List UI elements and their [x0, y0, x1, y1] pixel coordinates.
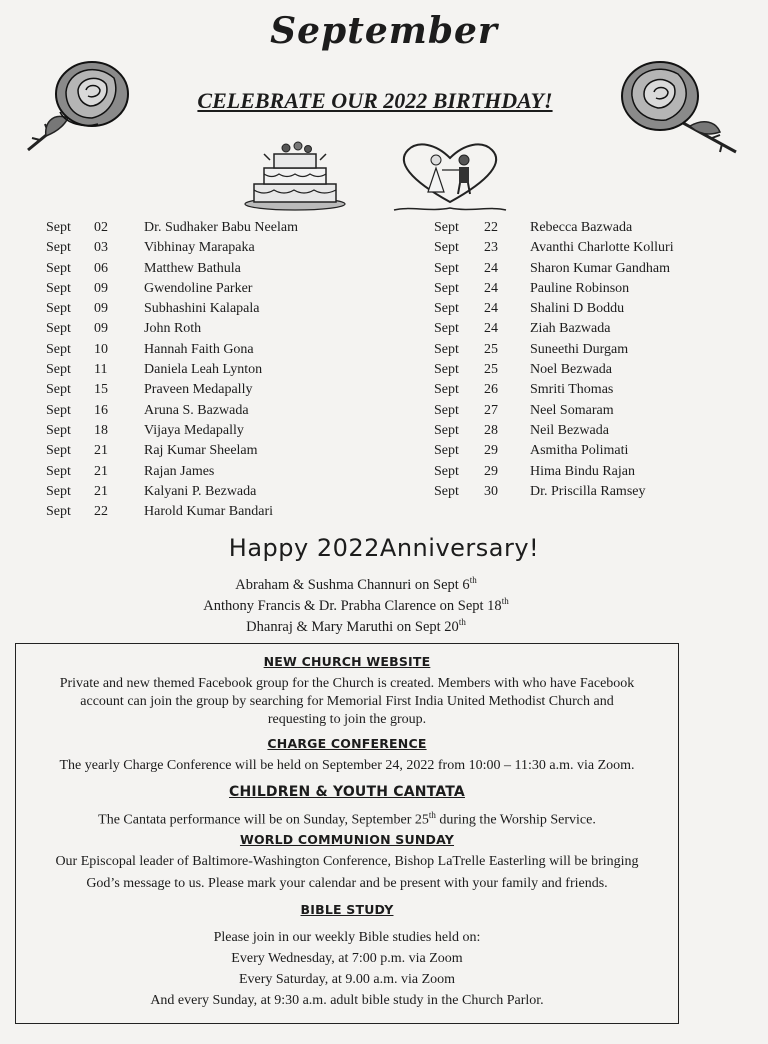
bible-study-text: Please join in our weekly Bible studies held on:: [213, 930, 481, 945]
birthday-day: 21: [94, 463, 108, 479]
birthday-day: 06: [94, 260, 108, 276]
birthday-day: 30: [484, 483, 498, 499]
charge-conference-heading: CHARGE CONFERENCE: [267, 736, 427, 751]
birthday-name: Ziah Bazwada: [530, 321, 611, 337]
birthday-day: 02: [94, 220, 108, 235]
communion-text: Our Episcopal leader of Baltimore-Washington Conference, Bishop LaTrelle Easterling will be bringing: [55, 854, 639, 869]
birthday-month: Sept: [434, 382, 459, 398]
birthday-month: Sept: [434, 280, 459, 296]
birthday-list-right: [434, 218, 754, 502]
birthday-row: [46, 441, 386, 461]
birthday-month: Sept: [46, 504, 71, 520]
birthday-row: [46, 340, 386, 360]
birthday-heading: CELEBRATE OUR 2022 BIRTHDAY!: [197, 88, 553, 113]
birthday-row: [434, 401, 754, 421]
birthday-name: John Roth: [144, 321, 202, 337]
birthday-day: 16: [94, 402, 108, 418]
rose-icon: [22, 52, 134, 158]
birthday-row: [434, 299, 754, 319]
birthday-day: 10: [94, 341, 108, 357]
birthday-month: Sept: [434, 463, 459, 479]
birthday-day: 24: [484, 260, 498, 276]
website-heading: NEW CHURCH WEBSITE: [263, 654, 431, 669]
communion-section: [16, 832, 678, 893]
birthday-row: [434, 421, 754, 441]
birthday-name: Rebecca Bazwada: [530, 220, 633, 235]
birthday-row: [46, 482, 386, 502]
rose-icon: [612, 52, 740, 158]
birthday-month: Sept: [46, 240, 71, 256]
birthday-name: Neel Somaram: [530, 402, 614, 418]
birthday-month: Sept: [46, 341, 71, 357]
communion-heading: WORLD COMMUNION SUNDAY: [239, 832, 455, 847]
birthday-month: Sept: [434, 483, 459, 499]
anniversary-item: Abraham & Sushma Channuri on Sept 6th: [235, 575, 477, 593]
birthday-name: Subhashini Kalapala: [144, 301, 260, 317]
birthday-row: [46, 218, 386, 238]
birthday-month: Sept: [434, 321, 459, 337]
bible-study-text: And every Sunday, at 9:30 a.m. adult bible study in the Church Parlor.: [150, 993, 544, 1008]
birthday-month: Sept: [46, 280, 71, 296]
birthday-month: Sept: [46, 321, 71, 337]
bible-study-section: [16, 902, 678, 1011]
birthday-name: Vijaya Medapally: [144, 422, 244, 438]
birthday-month: Sept: [46, 362, 71, 378]
bible-study-text: Every Wednesday, at 7:00 p.m. via Zoom: [231, 951, 463, 966]
birthday-day: 27: [484, 402, 498, 418]
birthday-day: 29: [484, 443, 498, 459]
birthday-day: 21: [94, 443, 108, 459]
birthday-name: Smriti Thomas: [530, 382, 614, 398]
birthday-row: [46, 299, 386, 319]
bible-study-text: Every Saturday, at 9.00 a.m. via Zoom: [238, 972, 456, 987]
birthday-name: Matthew Bathula: [144, 260, 241, 276]
birthday-name: Suneethi Durgam: [530, 341, 629, 357]
website-text: Private and new themed Facebook group for the Church is created. Members with who have Facebook: [59, 676, 635, 691]
birthday-name: Shalini D Boddu: [530, 301, 625, 317]
birthday-month: Sept: [434, 260, 459, 276]
birthday-day: 21: [94, 483, 108, 499]
birthday-row: [46, 462, 386, 482]
birthday-name: Rajan James: [144, 463, 215, 479]
website-text: requesting to join the group.: [267, 712, 427, 727]
birthday-day: 29: [484, 463, 498, 479]
birthday-name: Neil Bezwada: [530, 422, 609, 438]
birthday-row: [46, 401, 386, 421]
birthday-month: Sept: [434, 422, 459, 438]
birthday-month: Sept: [46, 443, 71, 459]
birthday-name: Dr. Priscilla Ramsey: [530, 483, 646, 499]
birthday-month: Sept: [46, 260, 71, 276]
birthday-row: [434, 462, 754, 482]
birthday-name: Aruna S. Bazwada: [144, 402, 249, 418]
birthday-day: 24: [484, 301, 498, 317]
cantata-section: [16, 784, 678, 830]
birthday-row: [434, 259, 754, 279]
birthday-row: [46, 380, 386, 400]
birthday-row: [46, 502, 386, 522]
birthday-row: [434, 319, 754, 339]
birthday-month: Sept: [46, 301, 71, 317]
birthday-day: 15: [94, 382, 108, 398]
birthday-name: Daniela Leah Lynton: [144, 362, 263, 378]
birthday-row: [46, 279, 386, 299]
birthday-name: Praveen Medapally: [144, 382, 253, 398]
birthday-row: [46, 319, 386, 339]
charge-conference-section: [16, 736, 678, 775]
birthday-row: [434, 360, 754, 380]
cantata-heading: CHILDREN & YOUTH CANTATA: [229, 784, 465, 800]
birthday-day: 11: [94, 362, 108, 378]
birthday-month: Sept: [46, 220, 71, 235]
birthday-day: 25: [484, 341, 498, 357]
birthday-cake-icon: [240, 140, 350, 212]
charge-conference-text: The yearly Charge Conference will be held on September 24, 2022 from 10:00 – 11:30 a.m. via Zoom.: [59, 758, 635, 773]
website-text: account can join the group by searching for Memorial First India United Methodist Church and: [80, 694, 614, 709]
birthday-day: 25: [484, 362, 498, 378]
birthday-name: Avanthi Charlotte Kolluri: [530, 240, 674, 256]
birthday-row: [46, 421, 386, 441]
birthday-row: [434, 238, 754, 258]
birthday-row: [434, 340, 754, 360]
birthday-month: Sept: [46, 402, 71, 418]
anniversary-heading: Happy 2022Anniversary!: [228, 534, 540, 562]
birthday-name: Raj Kumar Sheelam: [144, 443, 258, 459]
birthday-month: Sept: [434, 402, 459, 418]
birthday-name: Hannah Faith Gona: [144, 341, 254, 357]
birthday-day: 09: [94, 301, 108, 317]
birthday-month: Sept: [46, 463, 71, 479]
birthday-row: [434, 482, 754, 502]
birthday-row: [434, 279, 754, 299]
birthday-month: Sept: [434, 240, 459, 256]
birthday-name: Noel Bezwada: [530, 362, 613, 378]
birthday-day: 22: [94, 504, 108, 520]
birthday-row: [46, 360, 386, 380]
birthday-name: Vibhinay Marapaka: [144, 240, 255, 256]
birthday-month: Sept: [434, 220, 459, 235]
wedding-couple-heart-icon: [390, 140, 510, 214]
announcements-box: [15, 643, 679, 1024]
birthday-name: Pauline Robinson: [530, 280, 630, 296]
birthday-day: 28: [484, 422, 498, 438]
birthday-row: [46, 259, 386, 279]
birthday-month: Sept: [46, 382, 71, 398]
birthday-name: Sharon Kumar Gandham: [530, 260, 670, 276]
birthday-day: 09: [94, 321, 108, 337]
birthday-name: Dr. Sudhaker Babu Neelam: [144, 220, 298, 235]
birthday-day: 22: [484, 220, 498, 235]
birthday-row: [434, 218, 754, 238]
birthday-name: Asmitha Polimati: [530, 443, 629, 459]
birthday-day: 24: [484, 280, 498, 296]
birthday-month: Sept: [434, 341, 459, 357]
anniversary-item: Dhanraj & Mary Maruthi on Sept 20th: [246, 617, 466, 635]
birthday-month: Sept: [434, 362, 459, 378]
birthday-row: [434, 380, 754, 400]
birthday-row: [434, 441, 754, 461]
cantata-text: The Cantata performance will be on Sunday, September 25th during the Worship Service.: [98, 810, 596, 828]
birthday-day: 18: [94, 422, 108, 438]
birthday-month: Sept: [46, 422, 71, 438]
month-title: September: [270, 10, 498, 52]
birthday-day: 03: [94, 240, 108, 256]
birthday-day: 09: [94, 280, 108, 296]
anniversary-list: [0, 570, 712, 633]
birthday-day: 24: [484, 321, 498, 337]
birthday-list-left: [46, 218, 386, 522]
communion-text: God’s message to us. Please mark your calendar and be present with your family and friends.: [86, 876, 608, 891]
birthday-month: Sept: [434, 301, 459, 317]
birthday-name: Hima Bindu Rajan: [530, 463, 635, 479]
website-section: [16, 654, 678, 729]
birthday-month: Sept: [46, 483, 71, 499]
birthday-name: Harold Kumar Bandari: [144, 504, 274, 520]
birthday-day: 23: [484, 240, 498, 256]
birthday-day: 26: [484, 382, 498, 398]
birthday-name: Kalyani P. Bezwada: [144, 483, 257, 499]
birthday-name: Gwendoline Parker: [144, 280, 253, 296]
anniversary-item: Anthony Francis & Dr. Prabha Clarence on Sept 18th: [203, 596, 509, 614]
birthday-row: [46, 238, 386, 258]
birthday-month: Sept: [434, 443, 459, 459]
bible-study-heading: BIBLE STUDY: [300, 902, 394, 917]
